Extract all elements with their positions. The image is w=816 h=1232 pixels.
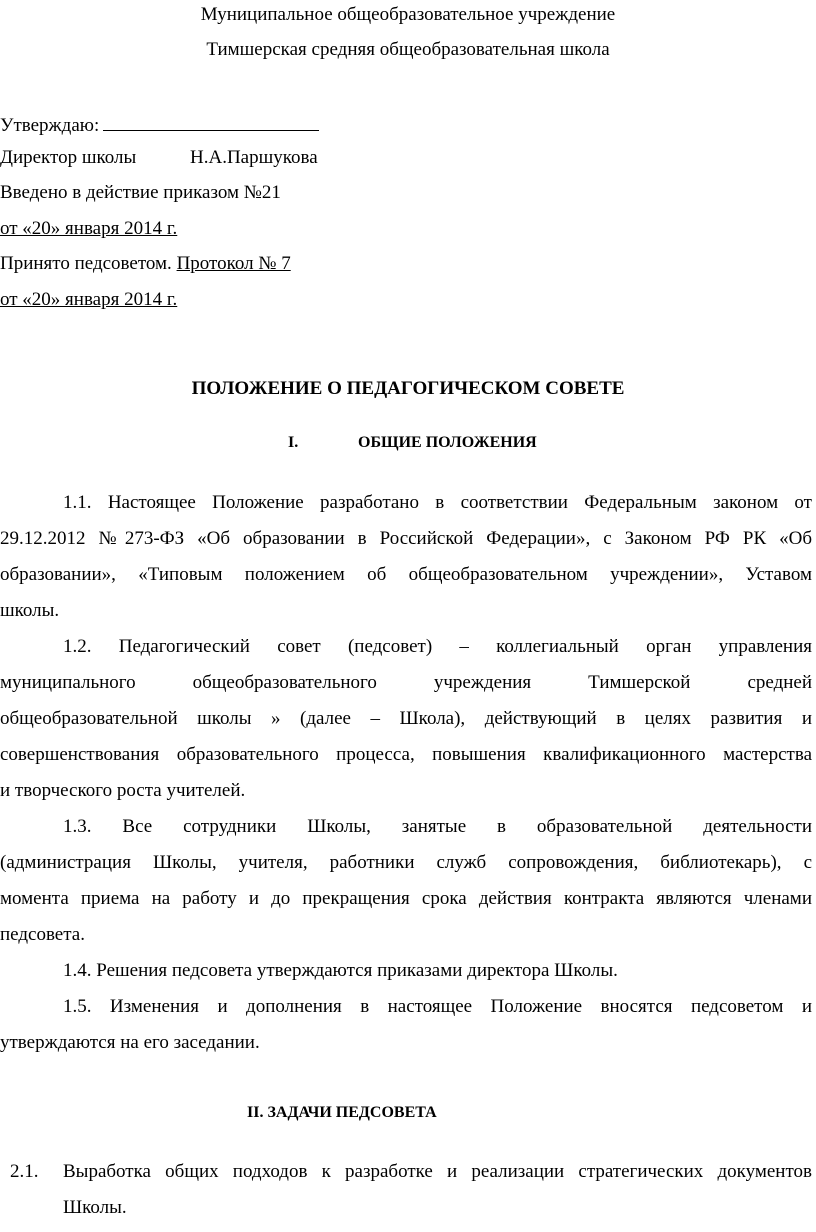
paragraph-1-1-line-1: 1.1. Настоящее Положение разработано в соответствии Федеральным законом от — [63, 492, 812, 513]
section-1-heading: ОБЩИЕ ПОЛОЖЕНИЯ — [358, 434, 537, 451]
paragraph-1-2-line-2: муниципального общеобразовательного учреждения Тимшерской средней — [0, 672, 812, 693]
item-2-1-number: 2.1. — [10, 1161, 39, 1182]
paragraph-1-3-line-4: педсовета. — [0, 924, 85, 945]
paragraph-1-1-line-2: 29.12.2012 №273-ФЗ «Об образовании в Российской Федерации», с Законом РФ РК «Об — [0, 528, 812, 549]
paragraph-1-2-line-4: совершенствования образовательного процесса, повышения квалификационного мастерства — [0, 744, 812, 765]
paragraph-1-2-line-3: общеобразовательной школы » (далее – Школа), действующий в целях развития и — [0, 708, 812, 729]
director-row — [0, 147, 318, 169]
protocol-date: от «20» января 2014 г. — [0, 289, 178, 310]
council-row — [0, 253, 291, 275]
section-1-number: I. — [288, 434, 299, 451]
org-line-1: Муниципальное общеобразовательное учреждение — [200, 4, 616, 25]
paragraph-1-3-line-3: момента приема на работу и до прекращения срока действия контракта являются членами — [0, 888, 812, 909]
paragraph-1-2-line-1: 1.2. Педагогический совет (педсовет) – коллегиальный орган управления — [63, 636, 812, 657]
item-2-1-line-1: Выработка общих подходов к разработке и реализации стратегических документов — [63, 1161, 812, 1182]
section-2-heading: II. ЗАДАЧИ ПЕДСОВЕТА — [247, 1104, 437, 1121]
paragraph-1-1-line-4: школы. — [0, 600, 60, 621]
paragraph-1-3-line-2: (администрация Школы, учителя, работники служб сопровождения, библиотекарь), с — [0, 852, 812, 873]
approve-row — [0, 112, 319, 137]
council-text: Принято педсоветом. — [0, 253, 172, 274]
approve-label: Утверждаю: — [0, 115, 100, 136]
paragraph-1-1-line-3: образовании», «Типовым положением об общеобразовательном учреждении», Уставом — [0, 564, 812, 585]
order-text: Введено в действие приказом №21 — [0, 182, 281, 203]
paragraph-1-2-line-5: и творческого роста учителей. — [0, 780, 246, 801]
director-name: Н.А.Паршукова — [190, 147, 318, 168]
order-date: от «20» января 2014 г. — [0, 218, 178, 239]
paragraph-1-5-line-1: 1.5. Изменения и дополнения в настоящее Положение вносятся педсоветом и — [63, 996, 812, 1017]
paragraph-1-5-line-2: утверждаются на его заседании. — [0, 1032, 260, 1053]
item-2-1-line-2: Школы. — [63, 1197, 127, 1218]
paragraph-1-4: 1.4. Решения педсовета утверждаются приказами директора Школы. — [63, 960, 618, 981]
protocol-number: Протокол № 7 — [176, 253, 291, 274]
signature-line — [103, 112, 319, 131]
document-title: ПОЛОЖЕНИЕ О ПЕДАГОГИЧЕСКОМ СОВЕТЕ — [191, 378, 625, 399]
director-label: Директор школы — [0, 147, 137, 168]
org-line-2: Тимшерская средняя общеобразовательная школа — [206, 39, 610, 60]
paragraph-1-3-line-1: 1.3. Все сотрудники Школы, занятые в образовательной деятельности — [63, 816, 812, 837]
